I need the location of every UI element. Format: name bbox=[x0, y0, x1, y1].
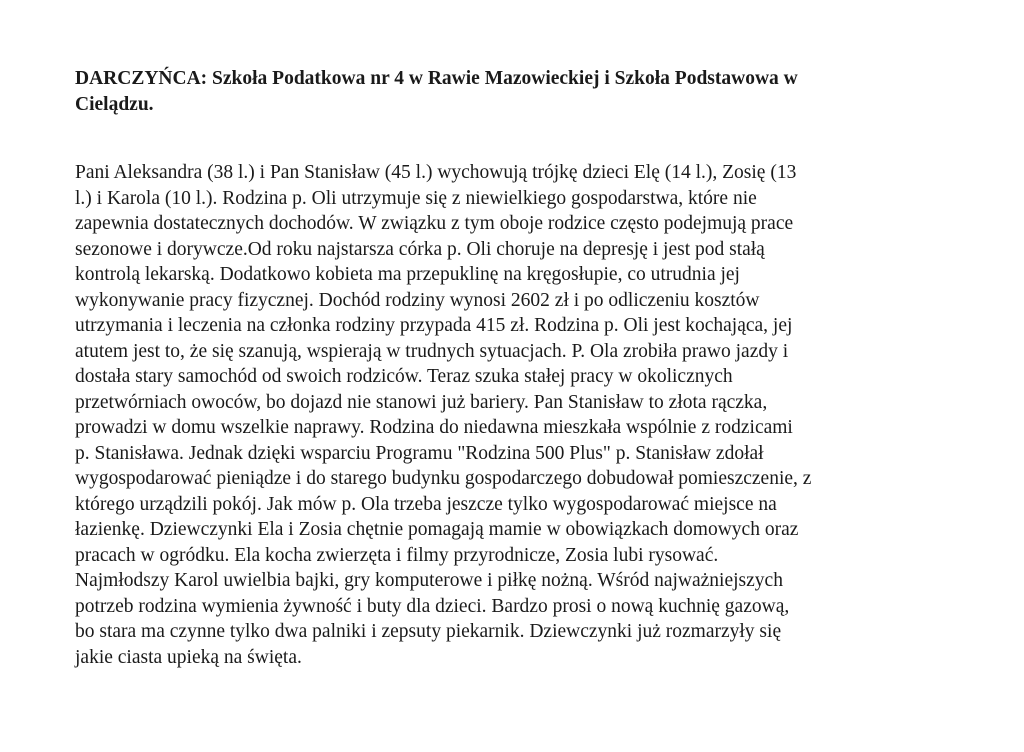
body-line: prowadzi w domu wszelkie naprawy. Rodzina do niedawna mieszkała wspólnie z rodzicami bbox=[75, 417, 793, 438]
body-line: zapewnia dostatecznych dochodów. W związku z tym oboje rodzice często podejmują prace bbox=[75, 213, 794, 234]
body-line: Pani Aleksandra (38 l.) i Pan Stanisław (45 l.) wychowują trójkę dzieci Elę (14 l.), Zosię (13 bbox=[75, 162, 797, 183]
body-line: wykonywanie pracy fizycznej. Dochód rodziny wynosi 2602 zł i po odliczeniu kosztów bbox=[75, 289, 760, 311]
body-line: potrzeb rodzina wymienia żywność i buty dla dzieci. Bardzo prosi o nową kuchnię gazową, bbox=[75, 595, 790, 617]
body-line: kontrolą lekarską. Dodatkowo kobieta ma przepuklinę na kręgosłupie, co utrudnia jej bbox=[75, 264, 740, 285]
donor-heading bbox=[75, 66, 935, 118]
body-line: jakie ciasta upieką na święta. bbox=[75, 646, 302, 668]
body-line: atutem jest to, że się szanują, wspierają w trudnych sytuacjach. P. Ola zrobiła prawo jazdy i bbox=[75, 340, 789, 362]
body-line: Najmłodszy Karol uwielbia bajki, gry komputerowe i piłkę nożną. Wśród najważniejszych bbox=[75, 570, 783, 591]
body-line: pracach w ogródku. Ela kocha zwierzęta i filmy przyrodnicze, Zosia lubi rysować. bbox=[75, 544, 719, 566]
body-line: p. Stanisława. Jednak dzięki wsparciu Programu "Rodzina 500 Plus" p. Stanisław zdołał bbox=[75, 442, 764, 464]
body-line: którego urządzili pokój. Jak mów p. Ola trzeba jeszcze tylko wygospodarować miejsce na bbox=[75, 493, 777, 515]
body-line: utrzymania i leczenia na członka rodziny przypada 415 zł. Rodzina p. Oli jest kochająca, jej bbox=[75, 315, 793, 336]
body-line: l.) i Karola (10 l.). Rodzina p. Oli utrzymuje się z niewielkiego gospodarstwa, które nie bbox=[75, 187, 757, 209]
body-line: wygospodarować pieniądze i do starego budynku gospodarczego dobudował pomieszczenie, z bbox=[75, 468, 812, 489]
body-line: przetwórniach owoców, bo dojazd nie stanowi już bariery. Pan Stanisław to złota rączka, bbox=[75, 391, 768, 413]
heading-line: DARCZYŃCA: Szkoła Podatkowa nr 4 w Rawie Mazowieckiej i Szkoła Podstawowa w bbox=[75, 68, 798, 89]
body-line: dostała stary samochód od swoich rodziców. Teraz szuka stałej pracy w okolicznych bbox=[75, 366, 733, 387]
body-line: bo stara ma czynne tylko dwa palniki i zepsuty piekarnik. Dziewczynki już rozmarzyły się bbox=[75, 621, 782, 642]
heading-line: Cielądzu. bbox=[75, 94, 154, 115]
body-line: sezonowe i dorywcze.Od roku najstarsza córka p. Oli choruje na depresję i jest pod stałą bbox=[75, 238, 765, 260]
body-line: łazienkę. Dziewczynki Ela i Zosia chętnie pomagają mamie w obowiązkach domowych oraz bbox=[75, 519, 799, 540]
family-description bbox=[75, 160, 955, 670]
